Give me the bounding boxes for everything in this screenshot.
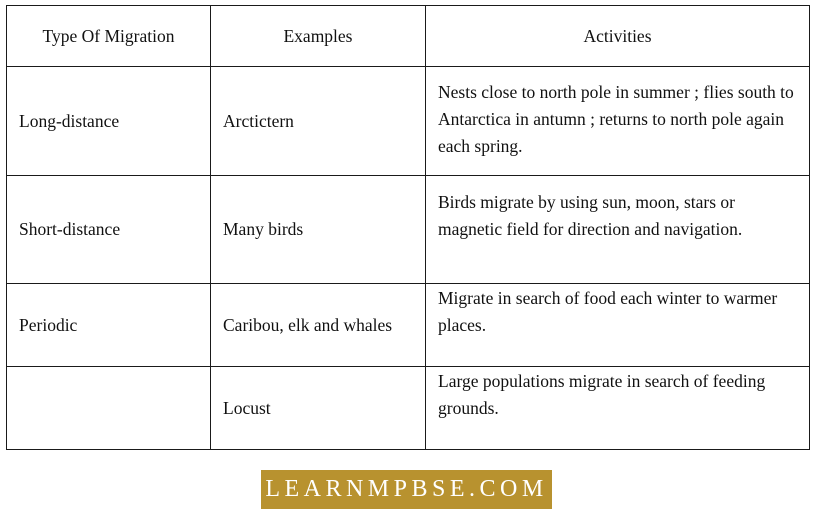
migration-table (6, 5, 810, 450)
header-examples: Examples (211, 6, 426, 67)
watermark-logo: LEARNMPBSE.COM (261, 470, 552, 509)
table-row (7, 67, 810, 176)
cell-example: Locust (211, 367, 426, 450)
activity-text: Large populations migrate in search of feeding grounds. (438, 371, 766, 418)
cell-example: Caribou, elk and whales (211, 284, 426, 367)
activity-text: Birds migrate by using sun, moon, stars or magnetic field for direction and navigation. (438, 191, 743, 239)
cell-activity (426, 176, 810, 284)
cell-activity (426, 284, 810, 367)
table-row (7, 284, 810, 367)
header-type: Type Of Migration (7, 6, 211, 67)
activity-text: Nests close to north pole in summer ; flies south to Antarctica in antumn ; returns to north pole again each spring. (438, 81, 794, 156)
table-row (7, 176, 810, 284)
activity-text: Migrate in search of food each winter to warmer places. (438, 287, 778, 335)
cell-example: Many birds (211, 176, 426, 284)
header-activities: Activities (426, 6, 810, 67)
cell-type (7, 367, 211, 450)
table-row (7, 367, 810, 450)
cell-activity (426, 367, 810, 450)
cell-type: Long-distance (7, 67, 211, 176)
cell-type: Short-distance (7, 176, 211, 284)
cell-activity (426, 67, 810, 176)
table-header-row (7, 6, 810, 67)
cell-type: Periodic (7, 284, 211, 367)
cell-example: Arctictern (211, 67, 426, 176)
